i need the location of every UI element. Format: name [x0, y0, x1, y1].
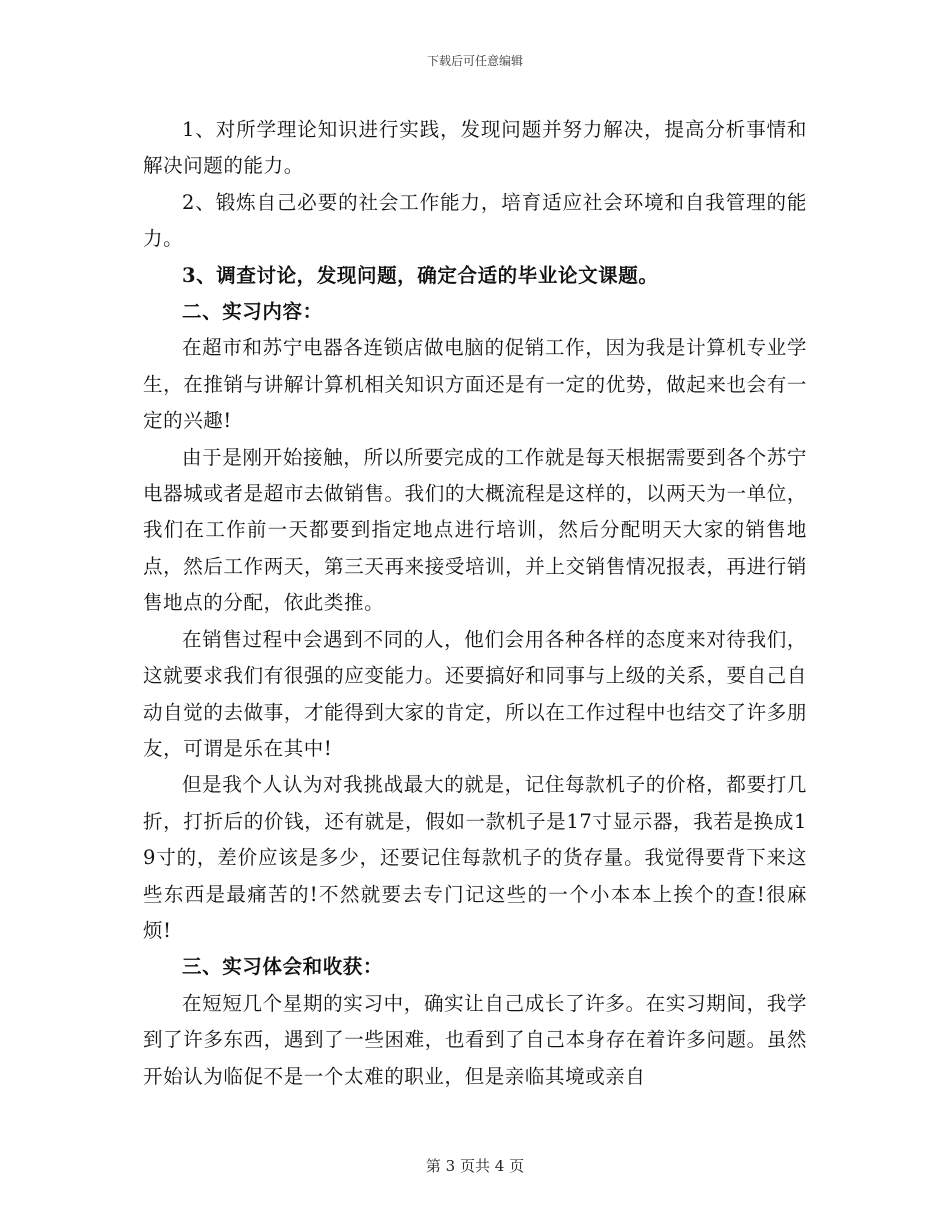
body-paragraph: 由于是刚开始接触，所以所要完成的工作就是每天根据需要到各个苏宁电器城或者是超市去做销售。我们的大概流程是这样的，以两天为一单位，我们在工作前一天都要到指定地点进行培训，然后分配明天大家的销售地点，然后工作两天，第三天再来接受培训，并上交销售情况报表，再进行销售地点的分配，依此类推。	[143, 445, 807, 615]
body-paragraph: 在超市和苏宁电器各连锁店做电脑的促销工作，因为我是计算机专业学生，在推销与讲解计算机相关知识方面还是有一定的优势，做起来也会有一定的兴趣!	[143, 336, 807, 433]
objective-item-1: 1、对所学理论知识进行实践，发现问题并努力解决，提高分析事情和解决问题的能力。	[143, 118, 807, 178]
body-paragraph: 在短短几个星期的实习中，确实让自己成长了许多。在实习期间，我学到了许多东西，遇到了一些困难，也看到了自己本身存在着许多问题。虽然开始认为临促不是一个太难的职业，但是亲临其境或亲自	[143, 991, 807, 1088]
document-body	[143, 112, 807, 1095]
body-paragraph: 在销售过程中会遇到不同的人，他们会用各种各样的态度来对待我们，这就要求我们有很强的应变能力。还要搞好和同事与上级的关系，要自己自动自觉的去做事，才能得到大家的肯定，所以在工作过程中也结交了许多朋友，可谓是乐在其中!	[143, 627, 807, 760]
section-heading-internship-content: 二、实习内容：	[182, 300, 323, 324]
body-paragraph: 但是我个人认为对我挑战最大的就是，记住每款机子的价格，都要打几折，打折后的价钱，还有就是，假如一款机子是17寸显示器，我若是换成19寸的，差价应该是多少，还要记住每款机子的货存量。我觉得要背下来这些东西是最痛苦的!不然就要去专门记这些的一个小本本上挨个的查!很麻烦!	[143, 773, 807, 942]
section-heading-experience: 三、实习体会和收获：	[182, 955, 384, 979]
objective-item-2: 2、锻炼自己必要的社会工作能力，培育适应社会环境和自我管理的能力。	[143, 190, 807, 251]
page-header-note: 下载后可任意编辑	[426, 54, 523, 68]
objective-item-3: 3、调查讨论，发现问题，确定合适的毕业论文课题。	[182, 263, 659, 287]
page-number: 第 3 页共 4 页	[425, 1157, 525, 1175]
